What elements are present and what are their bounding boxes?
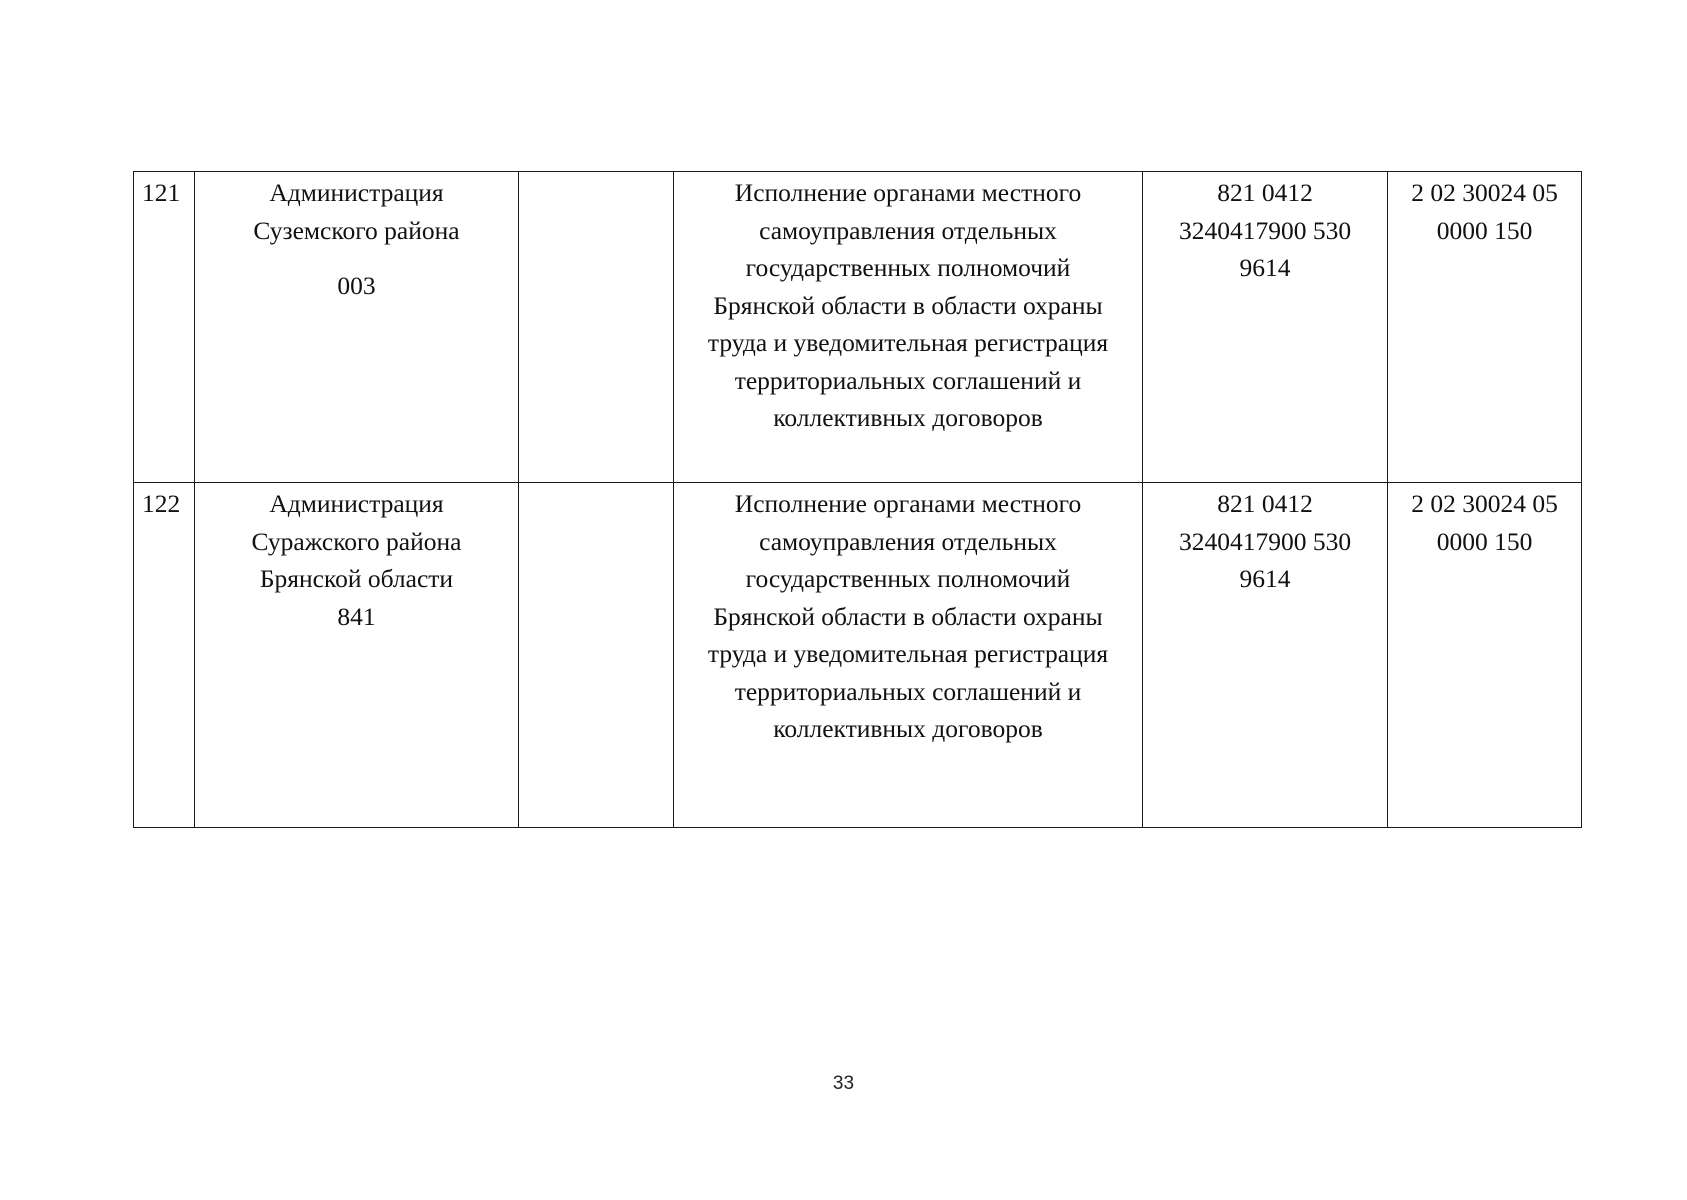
budget-code-line: 9614 bbox=[1239, 564, 1291, 593]
description-cell bbox=[674, 483, 1143, 828]
description-line: Исполнение органами местного bbox=[734, 178, 1082, 207]
budget-code-line: 821 0412 bbox=[1217, 178, 1313, 207]
description-line: труда и уведомительная регистрация bbox=[707, 639, 1109, 668]
org-code: 841 bbox=[337, 601, 376, 631]
table-row bbox=[134, 172, 1582, 483]
description-line: государственных полномочий bbox=[745, 253, 1071, 282]
description-line: коллективных договоров bbox=[773, 714, 1043, 743]
description-line: государственных полномочий bbox=[745, 564, 1071, 593]
budget-code-cell bbox=[1143, 172, 1388, 483]
row-number: 122 bbox=[142, 489, 181, 518]
description-line: самоуправления отдельных bbox=[759, 215, 1057, 245]
org-name-line: Суземского района bbox=[253, 215, 460, 245]
description-line: территориальных соглашений и bbox=[734, 365, 1082, 395]
income-code-line: 0000 150 bbox=[1436, 526, 1533, 556]
row-number-cell bbox=[134, 483, 195, 828]
description-line: Брянской области в области охраны bbox=[713, 290, 1103, 320]
org-name-line: Администрация bbox=[269, 489, 444, 518]
organization-cell bbox=[195, 172, 519, 483]
org-name-line: Администрация bbox=[269, 178, 444, 207]
empty-cell bbox=[519, 483, 674, 828]
row-number: 121 bbox=[142, 178, 181, 207]
description-cell bbox=[674, 172, 1143, 483]
description-line: Брянской области в области охраны bbox=[713, 601, 1103, 631]
budget-code-line: 3240417900 530 bbox=[1178, 215, 1352, 245]
income-code-line: 2 02 30024 05 bbox=[1411, 489, 1558, 518]
description-line: самоуправления отдельных bbox=[759, 526, 1057, 556]
org-name-line: Брянской области bbox=[259, 564, 454, 593]
budget-code-cell bbox=[1143, 483, 1388, 828]
income-code-line: 0000 150 bbox=[1436, 215, 1533, 245]
budget-code-line: 9614 bbox=[1239, 253, 1291, 282]
row-number-cell bbox=[134, 172, 195, 483]
description-line: Исполнение органами местного bbox=[734, 489, 1082, 518]
empty-cell bbox=[519, 172, 674, 483]
org-name-line: Суражского района bbox=[251, 526, 462, 556]
budget-code-line: 821 0412 bbox=[1217, 489, 1313, 518]
income-code-cell bbox=[1388, 172, 1582, 483]
budget-code-line: 3240417900 530 bbox=[1178, 526, 1352, 556]
organization-cell bbox=[195, 483, 519, 828]
income-code-line: 2 02 30024 05 bbox=[1411, 178, 1558, 207]
income-code-cell bbox=[1388, 483, 1582, 828]
page-number: 33 bbox=[832, 1073, 855, 1094]
table-row bbox=[134, 483, 1582, 828]
description-line: коллективных договоров bbox=[773, 403, 1043, 432]
description-line: территориальных соглашений и bbox=[734, 676, 1082, 706]
description-line: труда и уведомительная регистрация bbox=[707, 328, 1109, 357]
org-code: 003 bbox=[337, 271, 376, 300]
allocation-table bbox=[133, 171, 1582, 828]
